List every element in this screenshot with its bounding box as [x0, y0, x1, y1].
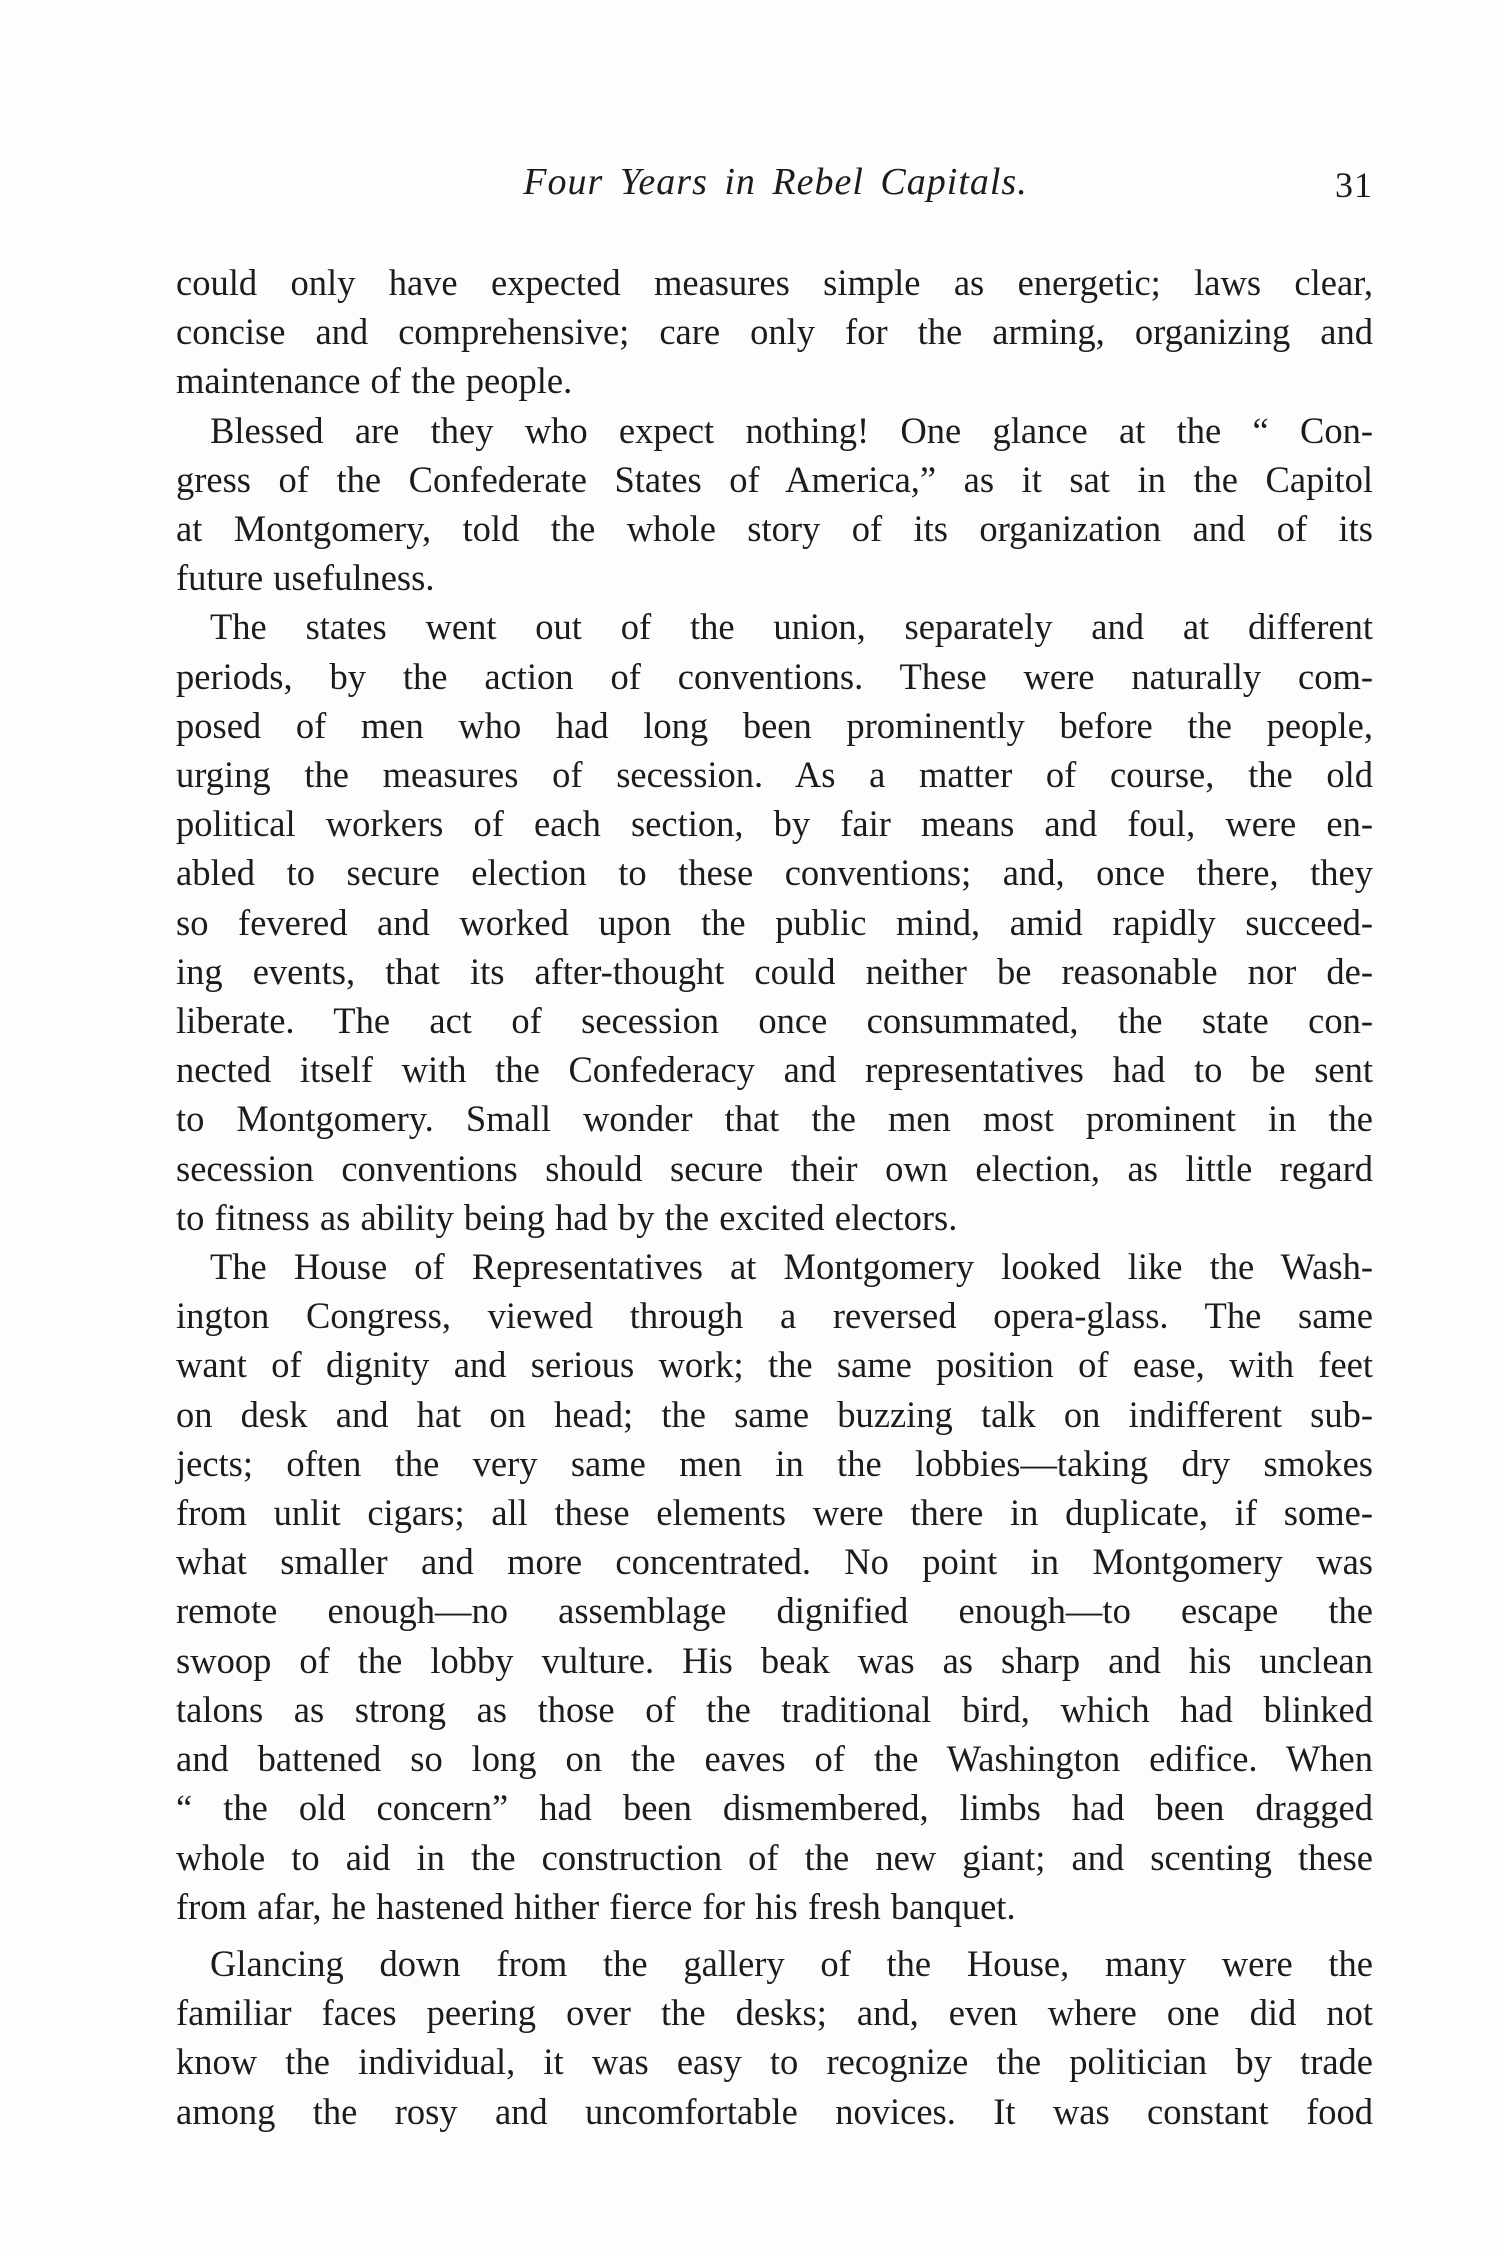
running-head	[178, 160, 1373, 220]
text-line: nected itself with the Confederacy and representatives had to be sent	[176, 1049, 1373, 1091]
text-line: and battened so long on the eaves of the Washington edifice. When	[176, 1738, 1373, 1780]
text-line: concise and comprehensive; care only for the arming, organizing and	[176, 311, 1373, 353]
text-line: know the individual, it was easy to recognize the politician by trade	[176, 2041, 1373, 2083]
text-line: among the rosy and uncomfortable novices. It was constant food	[176, 2090, 1373, 2132]
page-number: 31	[1335, 165, 1373, 205]
text-line: gress of the Confederate States of America,” as it sat in the Capitol	[176, 458, 1373, 500]
text-line: political workers of each section, by fair means and foul, were en-	[176, 803, 1373, 845]
text-line: periods, by the action of conventions. These were naturally com-	[176, 655, 1373, 697]
text-line: future usefulness.	[176, 557, 435, 599]
text-line: want of dignity and serious work; the same position of ease, with feet	[176, 1344, 1373, 1386]
text-line: posed of men who had long been prominently before the people,	[176, 704, 1373, 746]
text-line: “ the old concern” had been dismembered, limbs had been dragged	[176, 1787, 1373, 1829]
running-title: Four Years in Rebel Capitals.	[523, 161, 1028, 203]
text-line: on desk and hat on head; the same buzzing talk on indifferent sub-	[176, 1393, 1373, 1435]
text-line: The states went out of the union, separately and at different	[210, 606, 1373, 648]
text-line: jects; often the very same men in the lobbies—taking dry smokes	[176, 1442, 1373, 1484]
paragraph-1	[176, 258, 1373, 406]
text-line: what smaller and more concentrated. No point in Montgomery was	[176, 1541, 1373, 1583]
text-line: abled to secure election to these conventions; and, once there, they	[176, 852, 1373, 894]
text-line: maintenance of the people.	[176, 360, 573, 402]
text-line: ing events, that its after-thought could neither be reasonable nor de-	[176, 950, 1373, 992]
text-line: to Montgomery. Small wonder that the men most prominent in the	[176, 1098, 1373, 1140]
paragraph-5	[176, 1939, 1373, 2136]
text-line: at Montgomery, told the whole story of its organization and of its	[176, 508, 1373, 550]
text-line: urging the measures of secession. As a matter of course, the old	[176, 754, 1373, 796]
body-text	[176, 258, 1373, 2136]
text-line: talons as strong as those of the traditional bird, which had blinked	[176, 1688, 1373, 1730]
paragraph-2	[176, 406, 1373, 603]
text-line: liberate. The act of secession once consummated, the state con-	[176, 1000, 1373, 1042]
text-line: so fevered and worked upon the public mind, amid rapidly succeed-	[176, 901, 1373, 943]
text-line: remote enough—no assemblage dignified enough—to escape the	[176, 1590, 1373, 1632]
paragraph-4	[176, 1242, 1373, 1931]
text-line: secession conventions should secure their own election, as little regard	[176, 1147, 1373, 1189]
text-line: swoop of the lobby vulture. His beak was as sharp and his unclean	[176, 1639, 1373, 1681]
text-line: whole to aid in the construction of the new giant; and scenting these	[176, 1836, 1373, 1878]
text-line: Glancing down from the gallery of the House, many were the	[210, 1942, 1373, 1984]
text-line: ington Congress, viewed through a reversed opera-glass. The same	[176, 1295, 1373, 1337]
text-line: familiar faces peering over the desks; and, even where one did not	[176, 1992, 1373, 2034]
text-line: from unlit cigars; all these elements were there in duplicate, if some-	[176, 1492, 1373, 1534]
text-line: Blessed are they who expect nothing! One glance at the “ Con-	[210, 409, 1373, 451]
text-line: The House of Representatives at Montgomery looked like the Wash-	[210, 1246, 1373, 1288]
paragraph-3	[176, 602, 1373, 1242]
text-line: could only have expected measures simple as energetic; laws clear,	[176, 262, 1373, 303]
text-line: from afar, he hastened hither fierce for his fresh banquet.	[176, 1885, 1016, 1927]
text-line: to fitness as ability being had by the excited electors.	[176, 1196, 958, 1238]
